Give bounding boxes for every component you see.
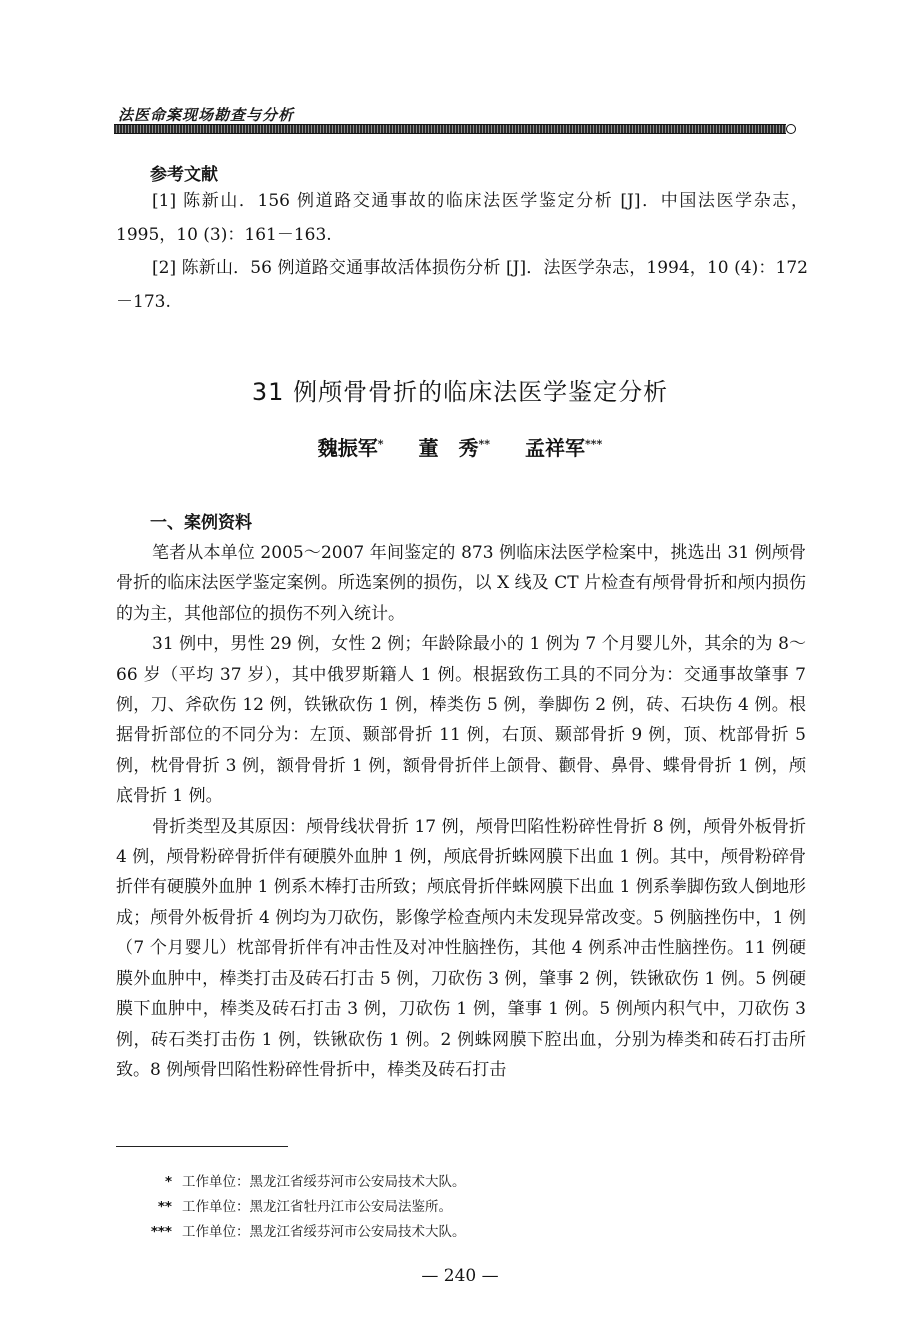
footnote — [146, 1170, 466, 1190]
author-mark: * — [377, 437, 384, 451]
author — [525, 436, 602, 460]
footnote-text: 工作单位：黑龙江省绥芬河市公安局技术大队。 — [182, 1174, 466, 1190]
footnote-text: 工作单位：黑龙江省牡丹江市公安局法鉴所。 — [182, 1199, 452, 1215]
author-mark: ** — [478, 437, 490, 451]
article-body — [116, 538, 806, 1085]
author-name: 魏振军 — [317, 436, 378, 460]
body-paragraph: 31 例中，男性 29 例，女性 2 例；年龄除最小的 1 例为 7 个月婴儿外，其余的为 8～66 岁（平均 37 岁），其中俄罗斯籍人 1 例。根据致伤工具的不同分为：交通事故肇事 7 例，刀、斧砍伤 12 例，铁锹砍伤 1 例，棒类伤 5 例，拳脚伤 2 例，砖、石块伤 4 例。根据骨折部位的不同分为：左顶、颞部骨折 11 例，右顶、颞部骨折 9 例，顶、枕部骨折 5 例，枕骨骨折 3 例，额骨骨折 1 例，额骨骨折伴上颌骨、颧骨、鼻骨、蝶骨骨折 1 例，颅底骨折 1 例。 — [116, 634, 806, 807]
article-title: 31 例颅骨骨折的临床法医学鉴定分析 — [251, 378, 669, 406]
footnote — [146, 1220, 466, 1240]
author-name: 董 秀 — [418, 436, 479, 460]
body-paragraph: 骨折类型及其原因：颅骨线状骨折 17 例，颅骨凹陷性粉碎性骨折 8 例，颅骨外板骨折 4 例，颅骨粉碎骨折伴有硬膜外血肿 1 例，颅底骨折蛛网膜下出血 1 例。其中，颅骨粉碎骨折伴有硬膜外血肿 1 例系木棒打击所致；颅底骨折伴蛛网膜下出血 1 例系拳脚伤致人倒地形成；颅骨外板骨折 4 例均为刀砍伤，影像学检查颅内未发现异常改变。5 例脑挫伤中，1 例（7 个月婴儿）枕部骨折伴有冲击性及对冲性脑挫伤，其他 4 例系冲击性脑挫伤。11 例硬膜外血肿中，棒类打击及砖石打击 5 例，刀砍伤 3 例，肇事 2 例，铁锹砍伤 1 例。5 例硬膜下血肿中，棒类及砖石打击 3 例，刀砍伤 1 例，肇事 1 例。5 例颅内积气中，刀砍伤 3 例，砖石类打击伤 1 例，铁锹砍伤 1 例。2 例蛛网膜下腔出血，分别为棒类和砖石打击所致。8 例颅骨凹陷性粉碎性骨折中，棒类及砖石打击 — [116, 816, 806, 1080]
footnote — [146, 1195, 452, 1215]
author — [418, 436, 490, 460]
author — [318, 436, 384, 460]
footnote-mark: * — [164, 1174, 172, 1190]
page-number: — 240 — — [421, 1266, 499, 1286]
header-rule — [114, 124, 786, 134]
footnote-text: 工作单位：黑龙江省绥芬河市公安局技术大队。 — [182, 1224, 466, 1240]
references-heading: 参考文献 — [150, 165, 218, 185]
body-paragraph: 笔者从本单位 2005～2007 年间鉴定的 873 例临床法医学检案中，挑选出 31 例颅骨骨折的临床法医学鉴定案例。所选案例的损伤，以 X 线及 CT 片检查有颅骨骨折和颅内损伤的为主，其他部位的损伤不列入统计。 — [116, 543, 806, 624]
author-name: 孟祥军 — [524, 436, 585, 460]
author-mark: *** — [584, 437, 603, 451]
running-header: 法医命案现场勘查与分析 — [118, 106, 295, 124]
footnote-mark: ** — [157, 1199, 172, 1215]
footnote-mark: *** — [150, 1224, 172, 1240]
reference-item: [2] 陈新山．56 例道路交通事故活体损伤分析 [J]．法医学杂志，1994，10 (4)：172－173. — [116, 258, 808, 312]
author-line — [0, 432, 920, 461]
section-heading: 一、案例资料 — [150, 513, 252, 533]
header-rule-end-circle — [786, 124, 796, 134]
reference-item: [1] 陈新山．156 例道路交通事故的临床法医学鉴定分析 [J]．中国法医学杂志，1995，10 (3)：161－163. — [116, 191, 808, 245]
footnote-divider — [116, 1146, 288, 1147]
